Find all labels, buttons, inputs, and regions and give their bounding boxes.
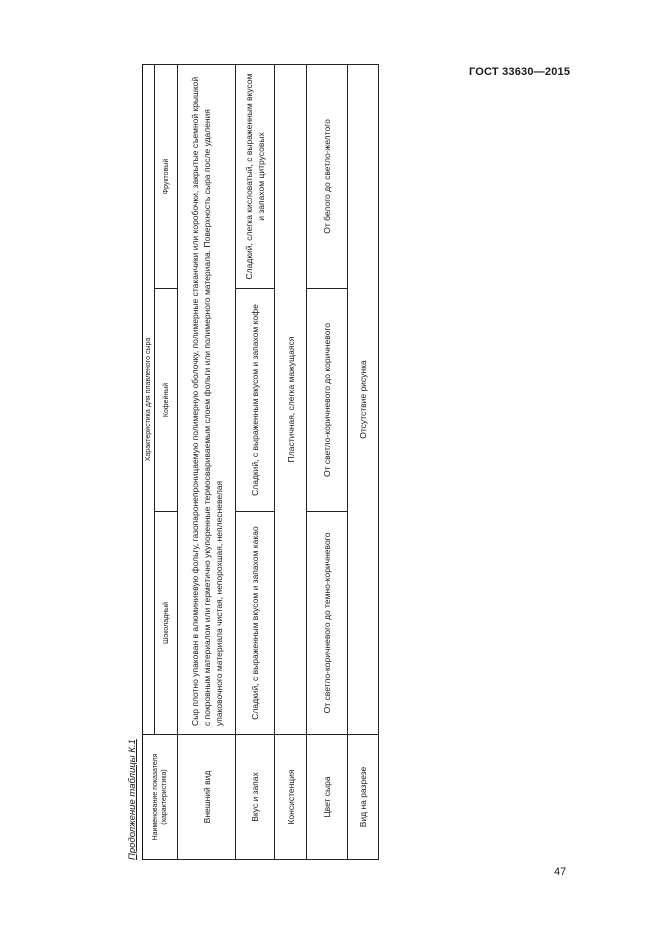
table-row [307, 64, 348, 859]
taste-coffee: Сладкий, с выраженным вкусом и запахом кофе [236, 289, 275, 512]
cut-value: Отсутствие рисунка [348, 64, 379, 734]
group-header: Характеристика для плавленого сыра [143, 64, 155, 734]
row-label-consistency: Консистенция [275, 735, 307, 860]
color-coffee: От светло-коричневого до коричневого [307, 289, 348, 512]
table-row [236, 64, 275, 859]
characteristics-table [142, 64, 379, 860]
row-label-taste: Вкус и запах [236, 735, 275, 860]
table-row [275, 64, 307, 859]
rotated-table-block [127, 65, 379, 860]
row-label-color: Цвет сыра [307, 735, 348, 860]
color-chocolate: От светло-коричневого до темно-коричневого [307, 512, 348, 735]
color-fruit: От белого до светло-желтого [307, 64, 348, 288]
taste-fruit: Сладкий, слегка кисловатый, с выраженным вкусом и запахом цитрусовых [236, 64, 275, 288]
table-caption: Продолжение таблицы К.1 [127, 739, 138, 860]
standard-number: ГОСТ 33630—2015 [469, 66, 571, 78]
table-row [348, 64, 379, 859]
subheader-chocolate: Шоколадный [155, 512, 178, 735]
subheader-fruit: Фруктовый [155, 64, 178, 288]
subheader-coffee: Кофейный [155, 289, 178, 512]
page-number: 47 [554, 866, 567, 878]
table-header-row [143, 64, 155, 859]
row-label-appearance: Внешний вид [177, 735, 235, 860]
table-row [177, 64, 235, 859]
consistency-value: Пластичная, слегка мажущаяся [275, 64, 307, 734]
row-label-cut: Вид на разрезе [348, 735, 379, 860]
appearance-value: Сыр плотно упакован в алюминиевую фольгу, газопаронепроницаемую полимерную оболочку, полимерные стаканчики или коробочки, закрытые съемной крышкой с покровным материалом или герметично укупоренные термосвариваемым слоем фольги или полимерного материала. Поверхность сыра после удаления упаковочного материала чистая, непорохшая, неплесневелая [177, 64, 235, 734]
param-column-header: Наименование показателя (характеристика) [143, 735, 178, 860]
taste-chocolate: Сладкий, с выраженным вкусом и запахом какао [236, 512, 275, 735]
